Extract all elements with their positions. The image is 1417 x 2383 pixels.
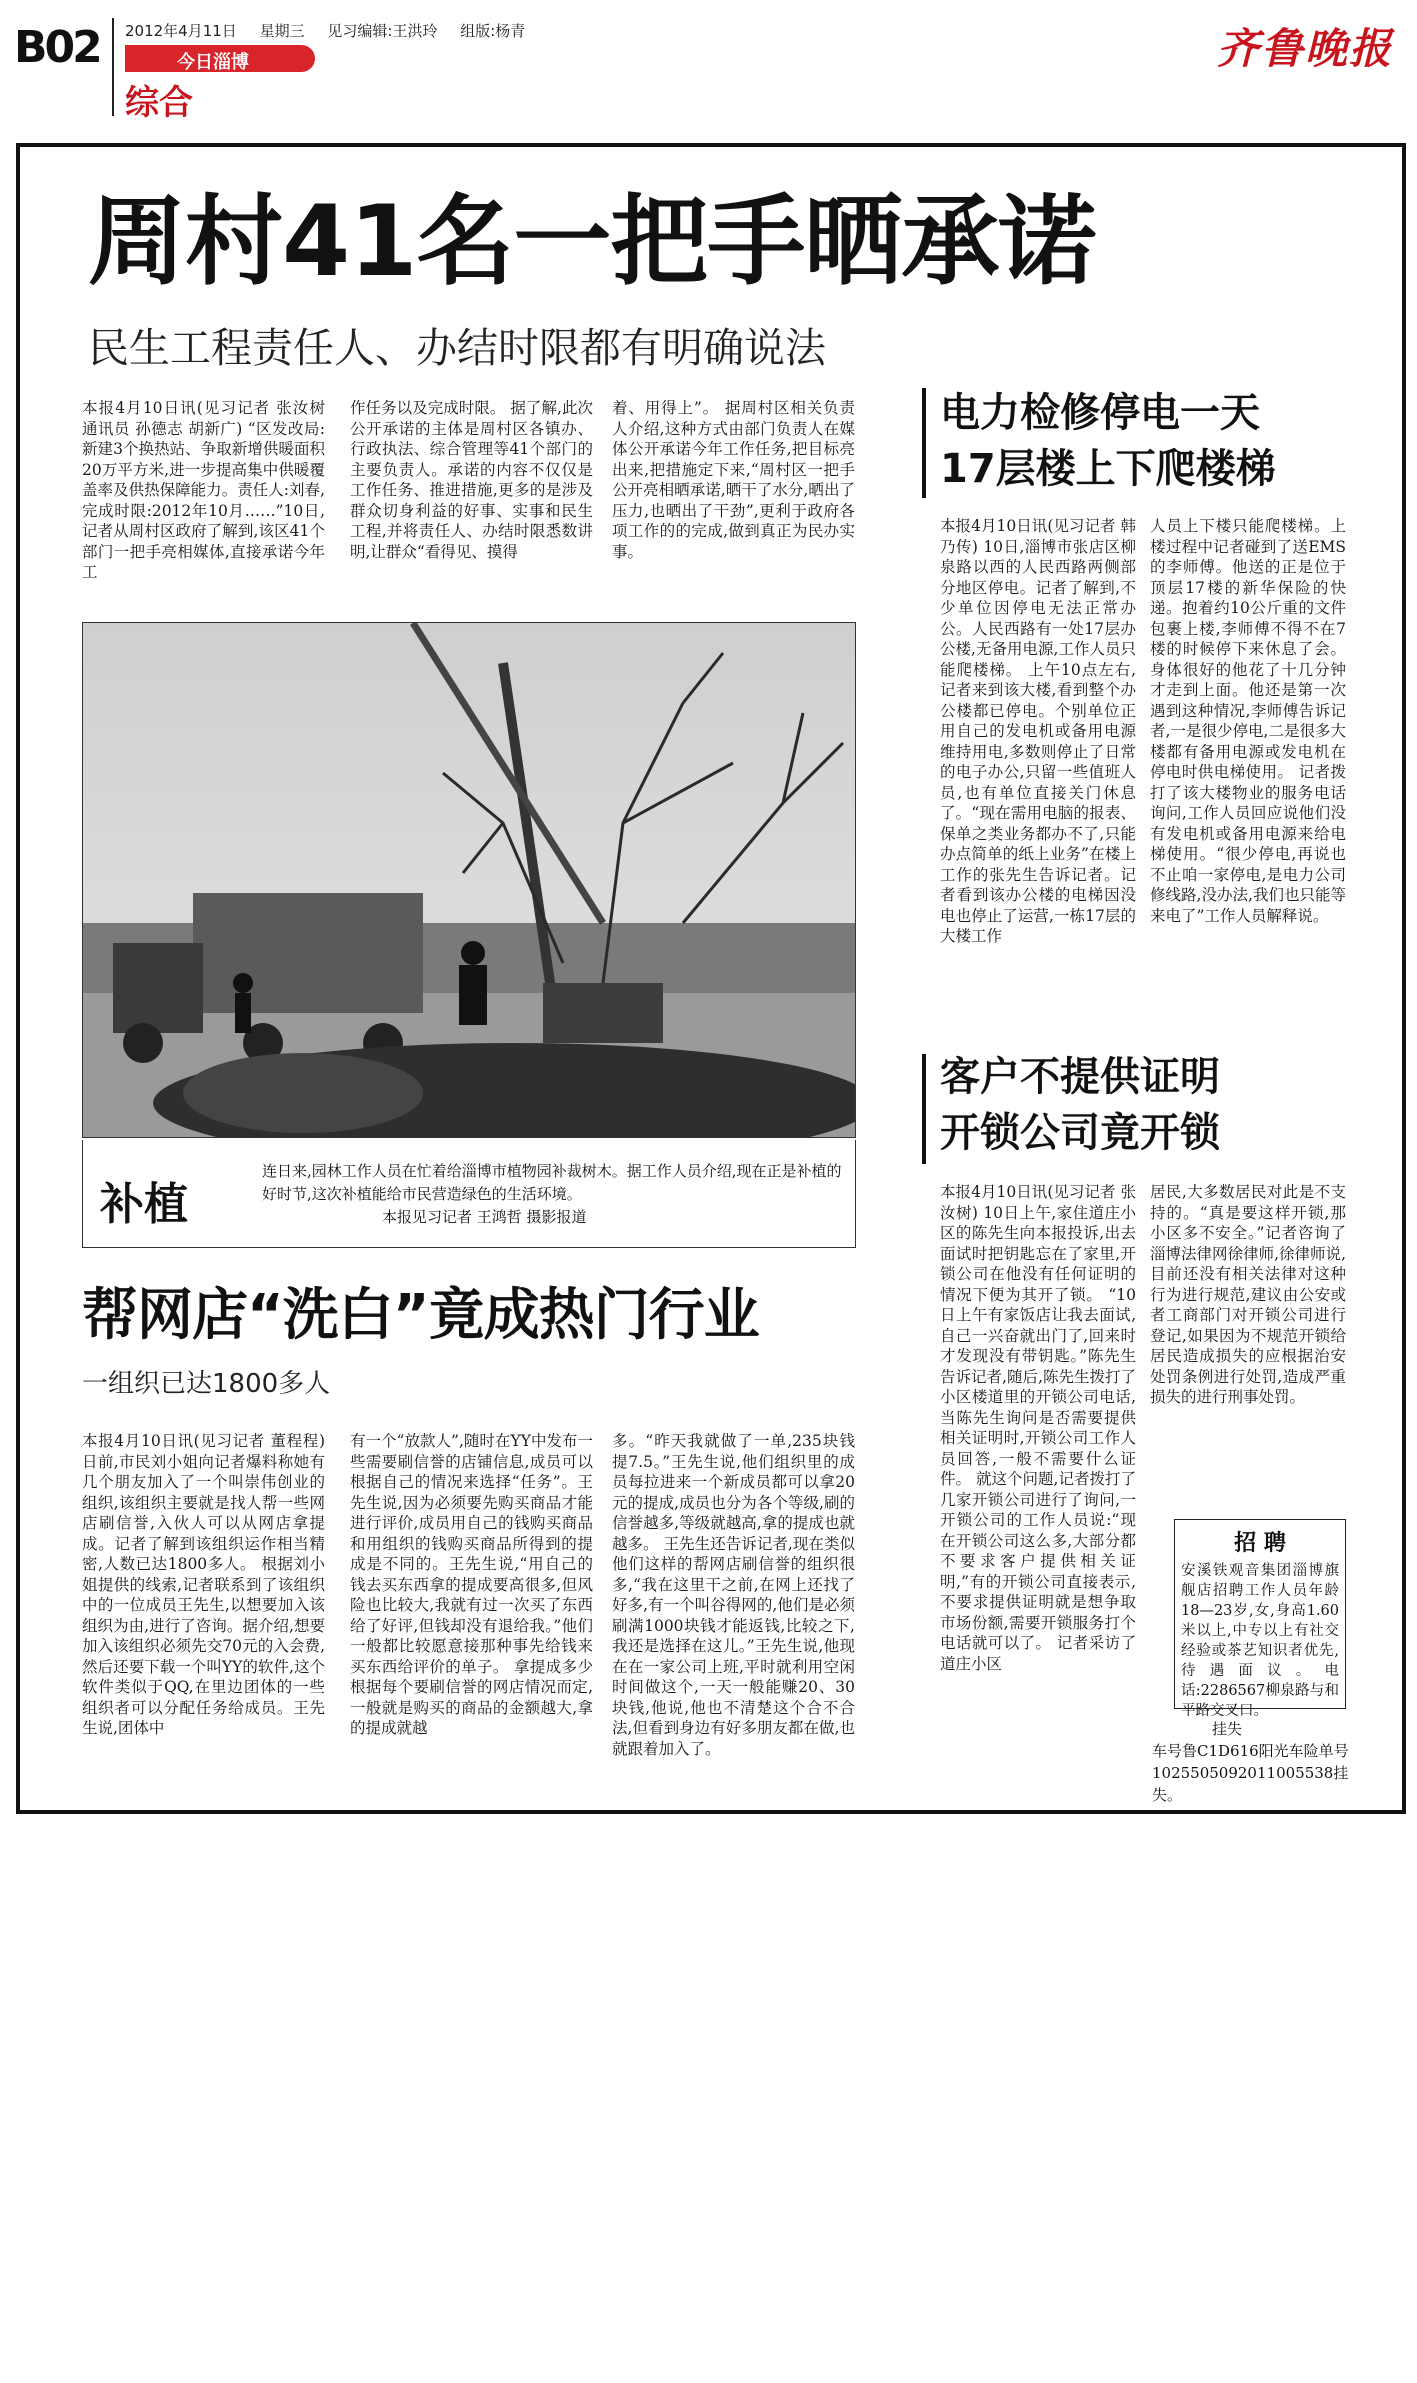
power-title-line-1: 电力检修停电一天 xyxy=(940,390,1260,436)
photo-caption-text: 连日来,园林工作人员在忙着给淄博市植物园补裁树木。据工作人员介绍,现在正是补植的好时节,这次补植能给市民营造绿色的生活环境。 xyxy=(262,1162,842,1203)
main-story-col-1: 本报4月10日讯(见习记者 张汝树 通讯员 孙德志 胡新广) “区发改局:新建3个换热站、争取新增供暖面积20万平方米,进一步提高集中供暖覆盖率及供热保障能力。责任人:刘春,完成时限:2012年10月……”10日,记者从周村区政府了解到,该区41个部门一把手亮相媒体,直接承诺今年工 xyxy=(82,399,325,581)
crane-trees-photo xyxy=(83,623,856,1138)
photo-caption xyxy=(262,1160,848,1229)
issue-weekday: 星期三 xyxy=(259,22,305,40)
whitewash-col-2: 有一个“放款人”,随时在YY中发布一些需要刷信誉的店铺信息,成员可以根据自己的情况来选择“任务”。王先生说,因为必须要先购买商品才能进行评价,成员用自己的钱购买商品和用组织的钱购买商品所得到的提成是不同的。王先生说,“用自己的钱去买东西拿的提成要高很多,但风险也比较大,我就有过一次买了东西给了好评,但钱却没有退给我。”他们一般都比较愿意接那种事先给钱来买东西给评价的单子。 拿提成多少根据每个要刷信誉的网店情况而定,一般就是购买的商品的金额越大,拿的提成就越 xyxy=(350,1432,593,1737)
page-code: B02 xyxy=(14,22,100,73)
main-story-col-3: 着、用得上”。 据周村区相关负责人介绍,这种方式由部门负责人在媒体公开承诺今年工作任务,把目标亮出来,把措施定下来,“周村区一把手公开亮相晒承诺,晒干了水分,晒出了压力,也晒出了干劲”,更利于政府各项工作的的完成,做到真正为民办实事。 xyxy=(612,399,855,561)
header-divider xyxy=(112,18,114,116)
masthead-logo: 齐鲁晚报 xyxy=(1216,24,1393,73)
layout-credit: 组版:杨青 xyxy=(460,22,526,40)
recruitment-ad xyxy=(1174,1519,1346,1719)
notice-title: 挂失 xyxy=(1212,1720,1243,1738)
power-story-col-2: 人员上下楼只能爬楼梯。上楼过程中记者碰到了送EMS的李师傅。他送的正是位于顶层17楼的新华保险的快递。抱着约10公斤重的文件包裹上楼,李师傅不得不在7楼的时候停下来休息了会。身体很好的他花了十几分钟才走到上面。他还是第一次遇到这种情况,李师傅告诉记者,一是很少停电,二是很多大楼都有备用电源或发电机在停电时供电梯使用。 记者拨打了该大楼物业的服务电话询问,工作人员回应说他们没有发电机或备用电源来给电梯使用。“很少停电,再说也不止咱一家停电,是电力公司修线路,没办法,我们也只能等来电了”工作人员解释说。 xyxy=(1150,517,1346,925)
photo-credit: 本报见习记者 王鸿哲 摄影报道 xyxy=(382,1208,587,1226)
photo-tag: 补植 xyxy=(100,1179,188,1230)
main-story-col-2: 作任务以及完成时限。 据了解,此次公开承诺的主体是周村区各镇办、行政执法、综合管理等41个部门的主要负责人。承诺的内容不仅仅是工作任务、推进措施,更多的是涉及群众切身利益的好事、实事和民生工程,并将责任人、办结时限悉数讲明,让群众“看得见、摸得 xyxy=(350,399,593,561)
section-name: 综合 xyxy=(125,83,193,123)
power-title-rule xyxy=(922,388,926,498)
header-meta xyxy=(125,20,543,41)
ad-title: 招 聘 xyxy=(1234,1531,1286,1556)
ad-body: 安溪铁观音集团淄博旗舰店招聘工作人员年龄18—23岁,女,身高1.60米以上,中专以上有社交经验或茶艺知识者优先,待遇面议。电话:2286567柳泉路与和平路交叉口。 xyxy=(1181,1563,1339,1719)
section-tab: 今日淄博 xyxy=(125,45,315,72)
editor-credit: 见习编辑:王洪玲 xyxy=(327,22,438,40)
lock-title-rule xyxy=(922,1054,926,1164)
power-title-line-2: 17层楼上下爬楼梯 xyxy=(940,446,1276,492)
power-story-col-1: 本报4月10日讯(见习记者 韩乃传) 10日,淄博市张店区柳泉路以西的人民西路两侧部分地区停电。记者了解到,不少单位因停电无法正常办公。人民西路有一处17层办公楼,无备用电源,工作人员只能爬楼梯。 上午10点左右,记者来到该大楼,看到整个办公楼都已停电。个别单位正用自己的发电机或备用电源维持用电,多数则停止了日常的电子办公,只留一些值班人员,也有单位直接关门休息了。“现在需用电脑的报表、保单之类业务都办不了,只能办点简单的纸上业务”在楼上工作的张先生告诉记者。记者看到该办公楼的电梯因没电也停止了运营,一栋17层的大楼工作 xyxy=(940,517,1136,945)
lock-title-line-1: 客户不提供证明 xyxy=(940,1054,1220,1100)
lost-notice xyxy=(1152,1718,1352,1806)
lock-story-col-1: 本报4月10日讯(见习记者 张汝树) 10日上午,家住道庄小区的陈先生向本报投诉,出去面试时把钥匙忘在了家里,开锁公司在他没有任何证明的情况下便为其开了锁。 “10日上午有家饭店让我去面试,自己一兴奋就出门了,回来时才发现没有带钥匙。”陈先生告诉记者,随后,陈先生拨打了小区楼道里的开锁公司电话,当陈先生询问是否需要提供相关证明时,开锁公司工作人员回答,一般不需要什么证件。 就这个问题,记者拨打了几家开锁公司进行了询问,一开锁公司的工作人员说:“现在开锁公司这么多,大部分都不要求客户提供相关证明,”有的开锁公司直接表示,不要求提供证明就是想争取市场份额,需要开锁服务打个电话就可以了。 记者采访了道庄小区 xyxy=(940,1183,1136,1673)
main-headline: 周村41名一把手晒承诺 xyxy=(88,185,1096,299)
whitewash-headline: 帮网店“洗白”竟成热门行业 xyxy=(82,1283,759,1348)
notice-body: 车号鲁C1D616阳光车险单号1025505092011005538挂失。 xyxy=(1152,1742,1349,1804)
whitewash-col-1: 本报4月10日讯(见习记者 董程程) 日前,市民刘小姐向记者爆料称她有几个朋友加入了一个叫崇伟创业的组织,该组织主要就是找人帮一些网店刷信誉,入伙人可以从网店拿提成。记者了解到该组织运作相当精密,人数已达1800多人。 根据刘小姐提供的线索,记者联系到了该组织中的一位成员王先生,以想要加入该组织为由,进行了咨询。据介绍,想要加入该组织必须先交70元的入会费,然后还要下载一个叫YY的软件,这个软件类似于QQ,在里边团体的一些组织者可以分配任务给成员。王先生说,团体中 xyxy=(82,1432,325,1737)
whitewash-col-3: 多。“昨天我就做了一单,235块钱提7.5。”王先生说,他们组织里的成员每拉进来一个新成员都可以拿20元的提成,成员也分为各个等级,刷的信誉越多,等级就越高,拿的提成也就越多。 王先生还告诉记者,现在类似他们这样的帮网店刷信誉的组织很多,“我在这里干之前,在网上还找了好多,有一个叫谷得网的,他们是必须刷满1000块钱才能返钱,比较之下,我还是选择在这儿。”王先生说,他现在在一家公司上班,平时就利用空闲时间做这个,一天一般能赚20、30块钱,他说,他也不清楚这个合不合法,但看到身边有好多朋友都在做,也就跟着加入了。 xyxy=(612,1432,855,1758)
lock-story-col-2: 居民,大多数居民对此是不支持的。“真是要这样开锁,那小区多不安全。”记者咨询了淄博法律网徐律师,徐律师说,目前还没有相关法律对这种行为进行规范,建议由公安或者工商部门对开锁公司进行登记,如果因为不规范开锁给居民造成损失的应根据治安处罚条例进行处罚,造成严重损失的进行刑事处罚。 xyxy=(1150,1183,1346,1406)
main-subheadline: 民生工程责任人、办结时限都有明确说法 xyxy=(88,324,826,372)
whitewash-subheadline: 一组织已达1800多人 xyxy=(82,1369,331,1399)
lock-title-line-2: 开锁公司竟开锁 xyxy=(940,1110,1220,1156)
news-photo xyxy=(82,622,856,1138)
issue-date: 2012年4月11日 xyxy=(125,22,237,40)
